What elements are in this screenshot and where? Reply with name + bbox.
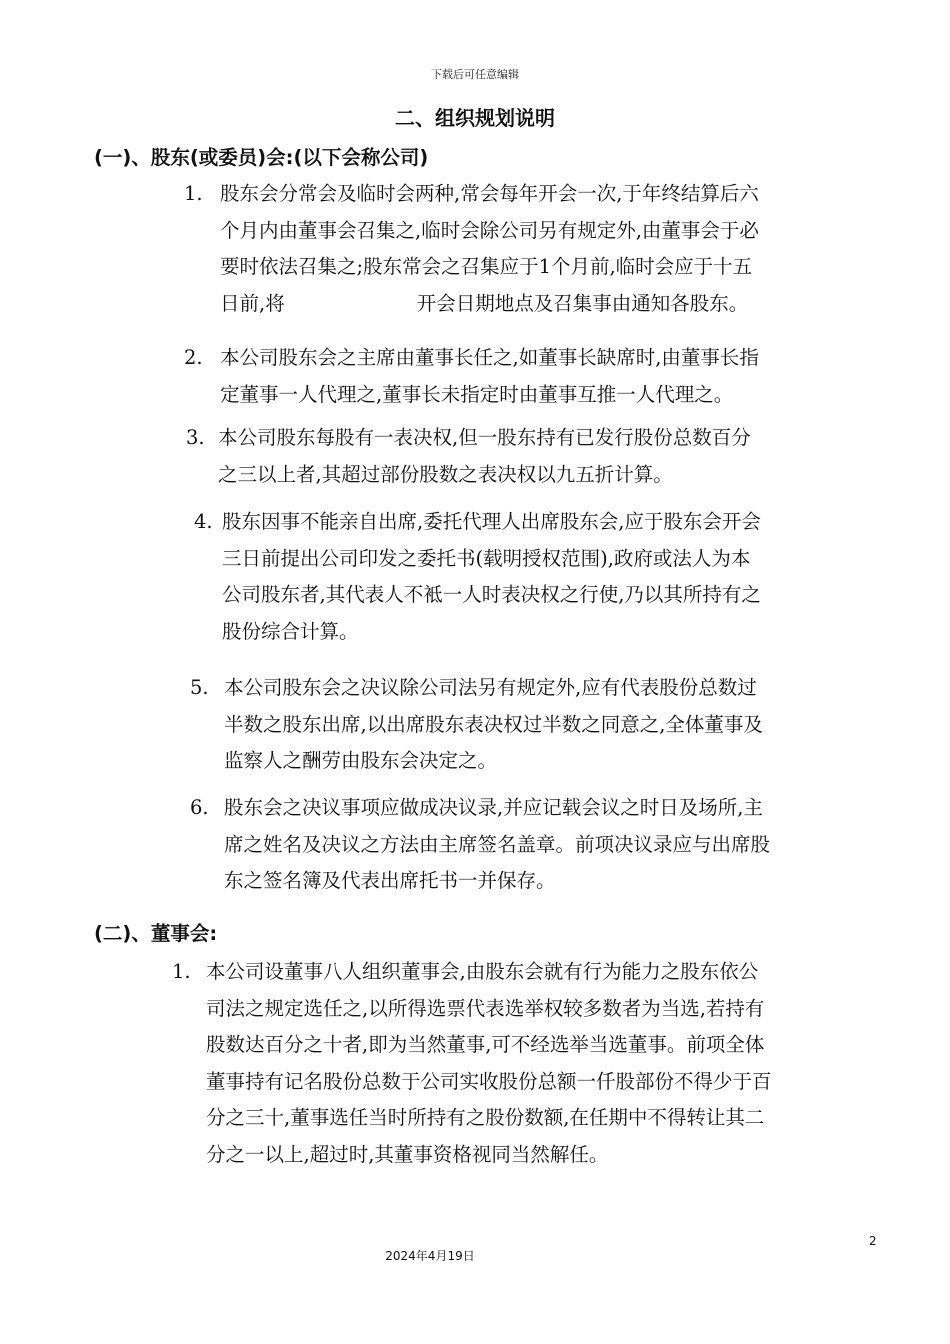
text-line: 股东因事不能亲自出席,委托代理人出席股东会,应于股东会开会 — [222, 510, 761, 533]
item-number: 1. — [172, 960, 191, 983]
page-number: 2 — [869, 1234, 877, 1248]
page-title: 二、组织规划说明 — [395, 106, 555, 130]
text-line: 席之姓名及决议之方法由主席签名盖章。前项决议录应与出席股 — [224, 832, 771, 856]
text-line: 之三以上者,其超过部份股数之表决权以九五折计算。 — [218, 462, 673, 486]
text-line: 董事持有记名股份总数于公司实收股份总额一仟股部份不得少于百 — [206, 1069, 772, 1093]
list-item — [186, 420, 878, 493]
list-item — [172, 954, 886, 1173]
text-line: 要时依法召集之;股东常会之召集应于1个月前,临时会应于十五 — [220, 255, 753, 278]
item-number: 5. — [190, 676, 209, 699]
text-line: 本公司股东会之主席由董事长任之,如董事长缺席时,由董事长指 — [220, 346, 759, 369]
text-line: 本公司股东每股有一表决权,但一股东持有已发行股份总数百分 — [218, 426, 751, 449]
item-number: 3. — [186, 426, 205, 449]
list-item — [184, 340, 880, 413]
list-item — [184, 176, 880, 322]
text-line: 司法之规定选任之,以所得选票代表选举权较多数者为当选,若持有 — [206, 996, 765, 1020]
text-line: 分之一以上,超过时,其董事资格视同当然解任。 — [206, 1142, 609, 1166]
text-segment: 开会日期地点及召集事由通知各股东。 — [416, 291, 749, 315]
header-note: 下载后可任意编辑 — [431, 68, 519, 81]
list-item — [194, 504, 882, 650]
footer-date: 2024年4月19日 — [385, 1249, 475, 1263]
section-heading-board: (二)、董事会: — [94, 922, 218, 945]
list-item — [190, 790, 884, 900]
text-line: 三日前提出公司印发之委托书(载明授权范围),政府或法人为本 — [222, 546, 751, 570]
text-line: 本公司股东会之决议除公司法另有规定外,应有代表股份总数过 — [224, 676, 757, 699]
text-line: 股东会分常会及临时会两种,常会每年开会一次,于年终结算后六 — [220, 182, 759, 205]
list-item — [190, 670, 884, 780]
item-number: 1. — [184, 182, 203, 205]
text-line: 股数达百分之十者,即为当然董事,可不经选举当选董事。前项全体 — [206, 1033, 765, 1056]
text-line: 定董事一人代理之,董事长未指定时由董事互推一人代理之。 — [220, 382, 734, 406]
item-number: 6. — [190, 796, 209, 819]
text-line — [220, 286, 880, 323]
item-number: 4. — [194, 510, 213, 533]
text-line: 个月内由董事会召集之,临时会除公司另有规定外,由董事会于必 — [220, 218, 759, 242]
text-line: 东之签名簿及代表出席托书一并保存。 — [224, 869, 556, 892]
text-line: 公司股东者,其代表人不袛一人时表决权之行使,乃以其所持有之 — [222, 583, 761, 606]
text-line: 分之三十,董事选任当时所持有之股份数额,在任期中不得转让其二 — [206, 1106, 765, 1129]
text-line: 半数之股东出席,以出席股东表决权过半数之同意之,全体董事及 — [224, 712, 763, 736]
text-line: 股份综合计算。 — [222, 619, 359, 643]
text-line: 监察人之酬劳由股东会决定之。 — [224, 749, 498, 772]
section-heading-shareholders: (一)、股东(或委员)会:(以下会称公司) — [94, 146, 429, 169]
text-line: 本公司设董事八人组织董事会,由股东会就有行为能力之股东依公 — [206, 960, 759, 983]
text-segment: 日前,将 — [220, 291, 285, 315]
item-number: 2. — [184, 346, 203, 369]
text-line: 股东会之决议事项应做成决议录,并应记载会议之时日及场所,主 — [224, 796, 763, 819]
